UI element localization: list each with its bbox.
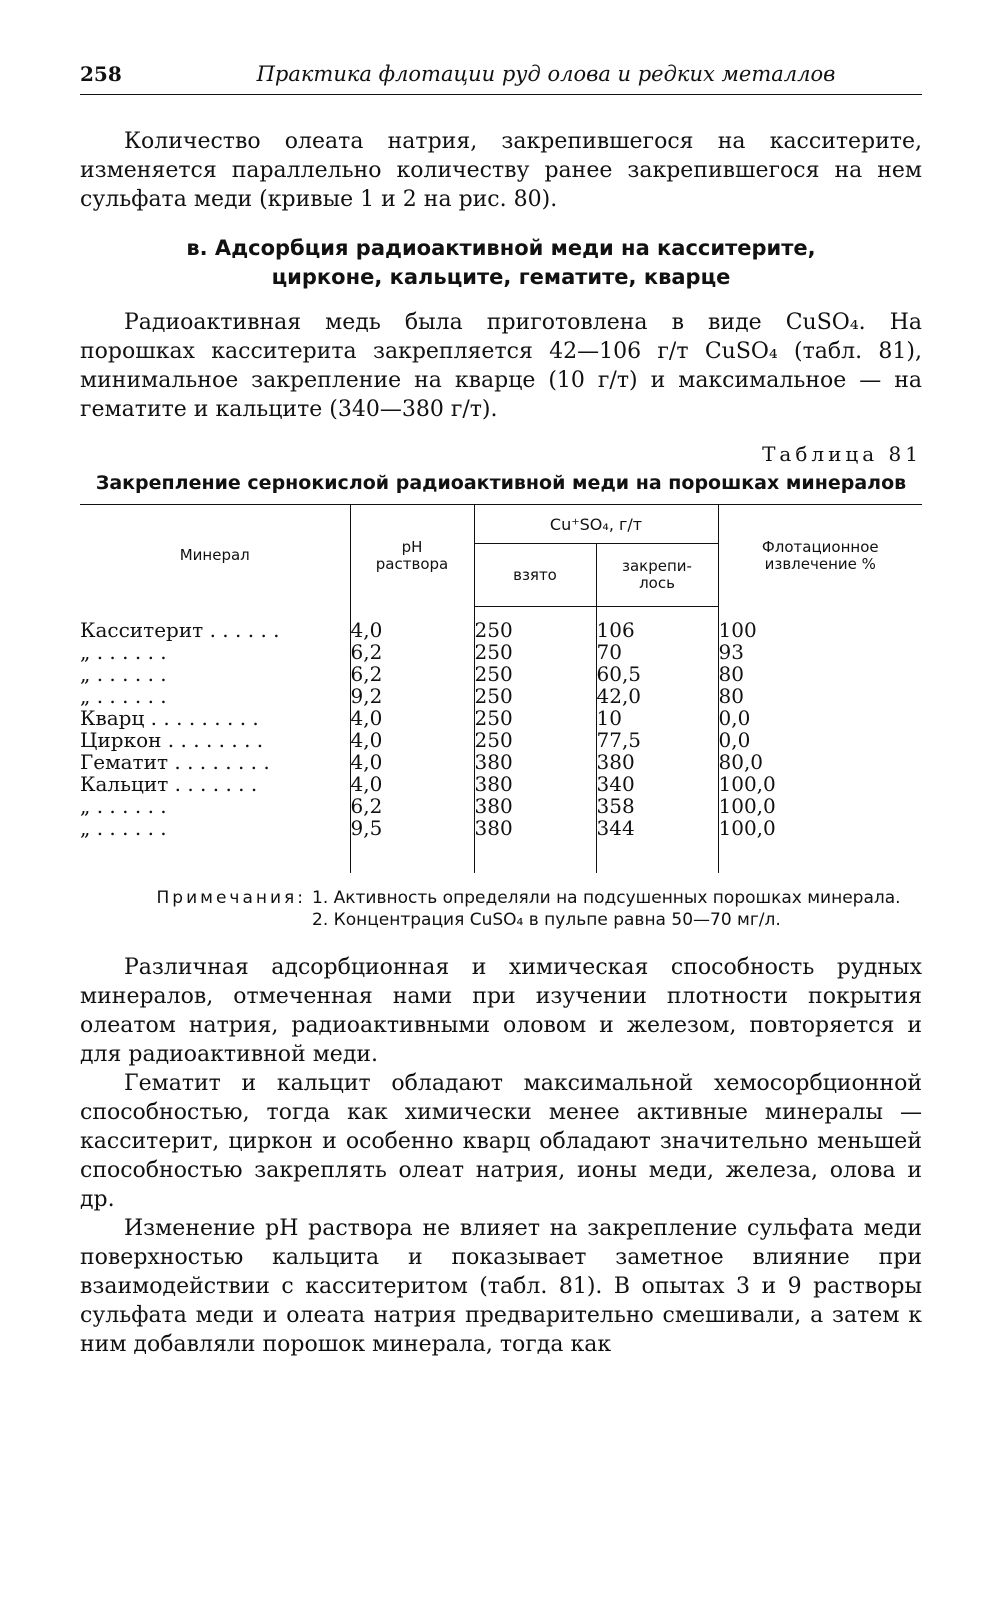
cell-ph: 4,0 (350, 751, 474, 773)
notes-label: Примечания: (156, 888, 306, 908)
cell-fixed: 70 (596, 641, 718, 663)
table-row (80, 773, 922, 795)
cell-mineral: „ . . . . . . (80, 795, 350, 817)
cell-fixed: 106 (596, 607, 718, 642)
note-1: 1. Активность определяли на подсушенных порошках минерала. (312, 888, 901, 908)
cell-flotation: 100,0 (718, 794, 776, 818)
cell-mineral: „ . . . . . . (80, 685, 350, 707)
table-row (80, 685, 922, 707)
header-ph: pH раствора (350, 505, 474, 607)
book-page (80, 62, 922, 1359)
cell-fixed: 380 (596, 751, 718, 773)
paragraph-5: Изменение pH раствора не влияет на закрепление сульфата меди поверхностью кальцита и показывает заметное влияние при взаимодействии с касситеритом (табл. 81). В опытах 3 и 9 растворы сульфата меди и олеата натрия предварительно смешивали, а затем к ним добавляли порошок минерала, тогда как (80, 1216, 922, 1357)
cell-fixed: 60,5 (596, 663, 718, 685)
cell-ph: 9,5 (350, 817, 474, 873)
cell-mineral: „ . . . . . . (80, 663, 350, 685)
table-row (80, 795, 922, 817)
section-title (80, 234, 922, 292)
page-number: 258 (80, 62, 122, 86)
cell-taken: 380 (474, 773, 596, 795)
cell-flotation: 80,0 (718, 750, 764, 774)
cell-fixed: 358 (596, 795, 718, 817)
page-header (80, 62, 922, 95)
cell-flotation: 0,0 (718, 706, 751, 730)
cell-ph: 4,0 (350, 607, 474, 642)
cell-mineral: „ . . . . . . (80, 817, 350, 873)
cell-flotation: 80 (718, 662, 744, 686)
cell-flotation: 0,0 (718, 728, 751, 752)
cell-taken: 380 (474, 751, 596, 773)
table-row (80, 817, 922, 873)
cell-ph: 4,0 (350, 773, 474, 795)
paragraph-2: Радиоактивная медь была приготовлена в виде CuSO₄. На порошках касситерита закрепляется 42—106 г/т CuSO₄ (табл. 81), минимальное закрепление на кварце (10 г/т) и максимальное — на гематите и кальците (340—380 г/т). (80, 310, 922, 422)
paragraph-1: Количество олеата натрия, закрепившегося на касситерите, изменяется параллельно количеству ранее закрепившегося на нем сульфата меди (кривые 1 и 2 на рис. 80). (80, 129, 922, 212)
data-table (80, 504, 922, 873)
cell-fixed: 10 (596, 707, 718, 729)
table-row (80, 607, 922, 642)
cell-mineral: Гематит . . . . . . . . (80, 751, 350, 773)
table-row (80, 707, 922, 729)
cell-flotation: 100 (718, 617, 757, 642)
cell-ph: 6,2 (350, 641, 474, 663)
cell-ph: 4,0 (350, 729, 474, 751)
header-mineral: Минерал (80, 505, 350, 607)
cell-taken: 380 (474, 795, 596, 817)
cell-mineral: Касситерит . . . . . . (80, 607, 350, 642)
cell-taken: 250 (474, 729, 596, 751)
header-taken: взято (474, 544, 596, 607)
cell-fixed: 340 (596, 773, 718, 795)
cell-flotation: 93 (718, 640, 744, 664)
note-2: 2. Концентрация CuSO₄ в пульпе равна 50—70 мг/л. (312, 910, 781, 930)
cell-taken: 380 (474, 817, 596, 873)
cell-taken: 250 (474, 641, 596, 663)
cell-ph: 6,2 (350, 663, 474, 685)
cell-ph: 6,2 (350, 795, 474, 817)
cell-ph: 9,2 (350, 685, 474, 707)
header-fixed: закрепи-лось (596, 544, 718, 607)
cell-fixed: 42,0 (596, 685, 718, 707)
running-title: Практика флотации руд олова и редких металлов (256, 62, 836, 86)
cell-fixed: 344 (596, 817, 718, 873)
table-row (80, 729, 922, 751)
cell-flotation: 80 (718, 684, 744, 708)
cell-flotation: 100,0 (718, 816, 776, 840)
cell-taken: 250 (474, 685, 596, 707)
cell-mineral: Кальцит . . . . . . . (80, 773, 350, 795)
cell-ph: 4,0 (350, 707, 474, 729)
header-flotation: Флотационное извлечение % (718, 505, 922, 607)
header-cuso4-group: Cu⁺SO₄, г/т (474, 505, 718, 544)
table-label: Таблица 81 (762, 442, 922, 466)
cell-mineral: Кварц . . . . . . . . . (80, 707, 350, 729)
cell-taken: 250 (474, 663, 596, 685)
section-title-line-1: в. Адсорбция радиоактивной меди на касситерите, (186, 236, 816, 260)
cell-taken: 250 (474, 707, 596, 729)
cell-mineral: Циркон . . . . . . . . (80, 729, 350, 751)
cell-mineral: „ . . . . . . (80, 641, 350, 663)
cell-flotation: 100,0 (718, 772, 776, 796)
section-title-line-2: цирконе, кальците, гематите, кварце (271, 265, 731, 289)
table-row (80, 751, 922, 773)
table-row (80, 663, 922, 685)
table-notes (80, 887, 922, 931)
paragraph-4: Гематит и кальцит обладают максимальной хемосорбционной способностью, тогда как химически менее активные минералы — касситерит, циркон и особенно кварц обладают значительно меньшей способностью закреплять олеат натрия, ионы меди, железа, олова и др. (80, 1071, 922, 1212)
cell-fixed: 77,5 (596, 729, 718, 751)
table-title: Закрепление сернокислой радиоактивной меди на порошках минералов (95, 472, 907, 494)
table-row (80, 641, 922, 663)
paragraph-3: Различная адсорбционная и химическая способность рудных минералов, отмеченная нами при изучении плотности покрытия олеатом натрия, радиоактивными оловом и железом, повторяется и для радиоактивной меди. (80, 955, 922, 1067)
cell-taken: 250 (474, 607, 596, 642)
